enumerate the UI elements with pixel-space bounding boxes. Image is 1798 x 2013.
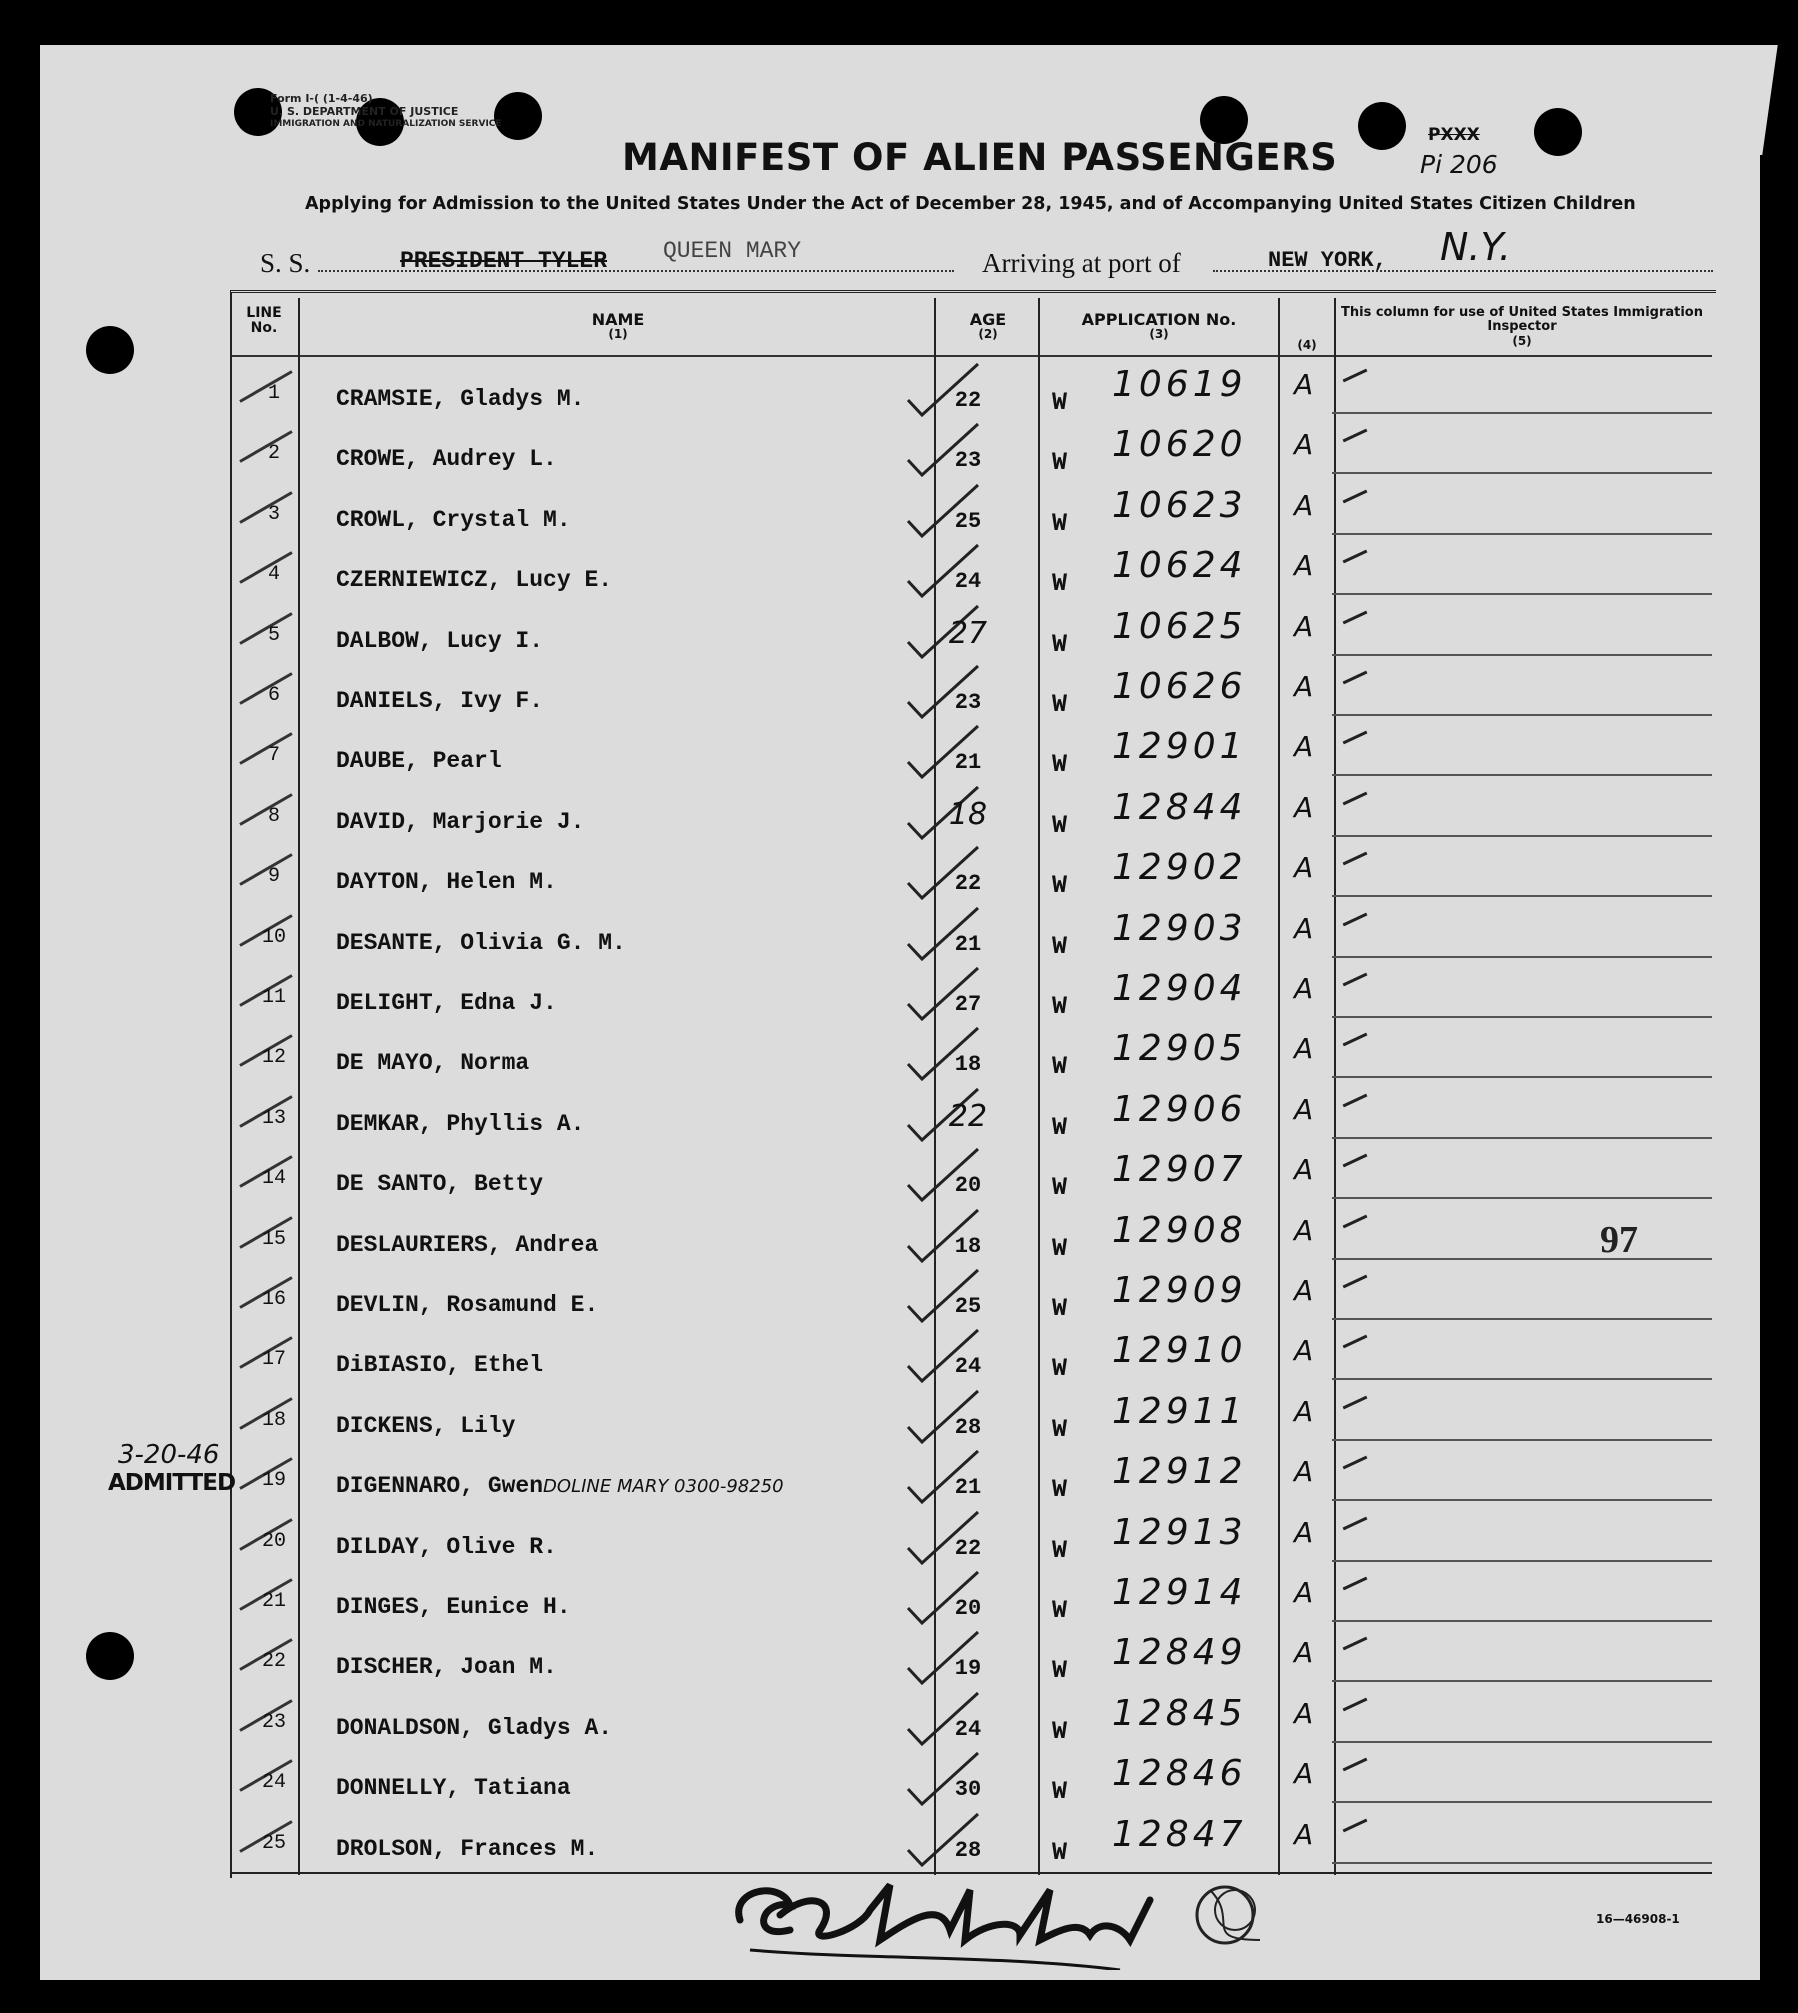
passenger-name: DEVLIN, Rosamund E.: [336, 1292, 599, 1318]
inspector-rule: [1332, 956, 1712, 958]
ship-name: QUEEN MARY: [663, 238, 802, 264]
passenger-age: 20: [954, 1596, 982, 1621]
inspector-tick: [1343, 610, 1368, 624]
passenger-name: DE SANTO, Betty: [336, 1171, 544, 1198]
table-row: [232, 662, 1712, 722]
line-number: 22: [261, 1650, 286, 1674]
column-4-mark: A: [1294, 1394, 1314, 1428]
column-4-mark: A: [1294, 368, 1314, 401]
inspector-tick: [1343, 1395, 1368, 1409]
table-row: [232, 1024, 1712, 1084]
passenger-name: DISCHER, Joan M.: [336, 1654, 557, 1681]
line-number: 20: [261, 1529, 286, 1553]
passenger-name: DEMKAR, Phyllis A.: [336, 1110, 585, 1137]
service-line: IMMIGRATION AND NATURALIZATION SERVICE: [270, 119, 502, 129]
line-number: 16: [261, 1288, 286, 1311]
passenger-age: 30: [954, 1777, 982, 1803]
table-row: [232, 964, 1712, 1024]
inspector-rule: [1332, 1862, 1712, 1864]
column-4-mark: A: [1294, 911, 1314, 945]
inspector-tick: [1343, 1758, 1368, 1772]
passenger-age: 19: [954, 1656, 982, 1682]
col-header-age-label: AGE: [969, 310, 1007, 329]
passenger-name: DONNELLY, Tatiana: [336, 1775, 571, 1802]
passenger-name: DESANTE, Olivia G. M.: [336, 929, 626, 956]
passenger-name-cell: [336, 1111, 584, 1137]
passenger-age: 23: [954, 448, 982, 474]
ship-struck-name: PRESIDENT TYLER: [400, 248, 608, 274]
passenger-age: 24: [954, 1354, 982, 1380]
punch-hole: [86, 326, 134, 374]
application-prefix: W: [1052, 569, 1068, 599]
column-4-mark: A: [1294, 1153, 1314, 1187]
inspector-tick: [1343, 550, 1368, 564]
application-number: 12912: [1112, 1451, 1247, 1493]
col-header-inspector: [1336, 306, 1708, 348]
line-number: 3: [267, 502, 280, 526]
inspector-rule: [1332, 1620, 1712, 1622]
passenger-name: DALBOW, Lucy I.: [336, 627, 544, 654]
passenger-age: 25: [954, 508, 982, 534]
passenger-age: 23: [954, 690, 982, 715]
application-number: 10625: [1112, 605, 1247, 647]
port-name: NEW YORK,: [1268, 248, 1387, 273]
passenger-age: 20: [954, 1173, 982, 1199]
application-prefix: W: [1052, 931, 1068, 961]
application-number: 10619: [1112, 364, 1247, 405]
application-number: 10620: [1112, 424, 1247, 466]
passenger-name-cell: [336, 1292, 598, 1318]
port-handwritten: N.Y.: [1440, 225, 1511, 269]
inspector-rule: [1332, 1076, 1712, 1078]
table-row: [232, 541, 1712, 601]
col-header-age: [940, 312, 1036, 342]
application-number: 12903: [1112, 907, 1247, 949]
passenger-name-cell: [336, 567, 612, 593]
application-prefix: W: [1052, 1535, 1068, 1565]
line-number: 10: [261, 925, 286, 949]
inspector-rule: [1332, 1439, 1712, 1441]
line-number: 17: [261, 1348, 286, 1372]
application-number: 12911: [1112, 1390, 1247, 1432]
application-number: 12904: [1112, 968, 1247, 1009]
column-4-mark: A: [1294, 1274, 1314, 1307]
application-prefix: W: [1052, 508, 1068, 538]
application-number: 12902: [1112, 847, 1247, 889]
application-prefix: W: [1052, 629, 1068, 659]
passenger-name: DELIGHT, Edna J.: [336, 990, 557, 1016]
passenger-age: 27: [954, 992, 982, 1017]
passenger-name: CRAMSIE, Gladys M.: [336, 386, 585, 412]
passenger-name: DAVID, Marjorie J.: [336, 808, 585, 835]
application-number: 12901: [1112, 726, 1247, 768]
inspector-rule: [1332, 1318, 1712, 1320]
passenger-name-cell: [336, 1534, 557, 1560]
port-dotted-line: [1213, 270, 1713, 272]
passenger-age: 28: [954, 1414, 982, 1440]
inspector-rule: [1332, 714, 1712, 716]
col-header-application: [1040, 312, 1278, 342]
application-number: 12908: [1112, 1209, 1247, 1251]
inspector-tick: [1343, 1335, 1368, 1349]
passenger-name-cell: [336, 930, 626, 956]
inspector-tick: [1343, 1214, 1368, 1228]
col-header-age-num: (2): [978, 327, 998, 341]
application-prefix: W: [1052, 871, 1068, 901]
line-number: 2: [267, 442, 280, 466]
inspector-rule: [1332, 1741, 1712, 1743]
line-number: 21: [261, 1590, 286, 1613]
line-number: 24: [261, 1771, 286, 1795]
application-prefix: W: [1052, 690, 1068, 719]
passenger-age: 22: [954, 1535, 982, 1561]
table-row: [232, 420, 1712, 480]
table-row: [232, 1689, 1712, 1749]
column-4-mark: A: [1294, 1515, 1314, 1549]
line-number: 9: [267, 865, 280, 889]
line-number: 5: [267, 623, 280, 647]
inspector-rule: [1332, 1197, 1712, 1199]
passenger-name-cell: [336, 628, 543, 654]
application-number: 12909: [1112, 1270, 1247, 1311]
table-row: [232, 1387, 1712, 1447]
line-number: 7: [267, 744, 280, 768]
application-prefix: W: [1052, 750, 1068, 780]
header-rule: [232, 355, 1712, 357]
column-4-mark: A: [1294, 670, 1314, 703]
passenger-name: DANIELS, Ivy F.: [336, 688, 544, 714]
column-4-mark: A: [1294, 1696, 1314, 1730]
passenger-age: 21: [954, 1475, 982, 1501]
column-4-mark: A: [1294, 790, 1314, 824]
passenger-name: DONALDSON, Gladys A.: [336, 1714, 613, 1741]
passenger-name: DROLSON, Frances M.: [336, 1835, 599, 1862]
inspector-rule: [1332, 835, 1712, 837]
column-4-mark: A: [1294, 1213, 1314, 1247]
application-prefix: W: [1052, 1414, 1068, 1444]
column-4-mark: A: [1294, 1817, 1314, 1851]
application-prefix: W: [1052, 1052, 1068, 1082]
column-4-mark: A: [1294, 851, 1314, 885]
application-number: 12905: [1112, 1028, 1247, 1070]
form-code: 16—46908-1: [1596, 1912, 1680, 1926]
table-row: [232, 602, 1712, 662]
inspector-tick: [1343, 1033, 1368, 1047]
table-row: [232, 843, 1712, 903]
application-number: 12914: [1112, 1572, 1247, 1613]
application-prefix: W: [1052, 1233, 1068, 1263]
table-row: [232, 1508, 1712, 1568]
col-header-inspector-num: (5): [1512, 334, 1532, 348]
passenger-age: 25: [954, 1294, 982, 1319]
passenger-age: 28: [954, 1837, 982, 1863]
column-4-mark: A: [1294, 972, 1314, 1005]
table-row: [232, 1206, 1712, 1266]
table-row: [232, 1628, 1712, 1688]
inspector-rule: [1332, 654, 1712, 656]
inspector-rule: [1332, 533, 1712, 535]
application-number: 12845: [1112, 1692, 1247, 1734]
application-number: 12844: [1112, 786, 1247, 828]
passenger-name-cell: [336, 1775, 571, 1801]
passenger-name: DAUBE, Pearl: [336, 748, 502, 775]
column-4-mark: A: [1294, 730, 1314, 764]
application-prefix: W: [1052, 1716, 1068, 1746]
inspector-tick: [1343, 429, 1368, 443]
inspector-tick: [1343, 852, 1368, 866]
col-header-name-num: (1): [608, 327, 628, 341]
inspector-rule: [1332, 1258, 1712, 1260]
passenger-name-cell: [336, 990, 557, 1016]
inspector-tick: [1343, 1697, 1368, 1711]
col-header-name-label: NAME: [591, 310, 645, 329]
inspector-tick: [1343, 1154, 1368, 1168]
application-number: 12907: [1112, 1149, 1247, 1191]
line-number: 8: [267, 804, 280, 828]
passenger-age: 18: [948, 796, 988, 832]
passenger-age: 24: [954, 1716, 982, 1742]
inspector-rule: [1332, 1499, 1712, 1501]
col-header-application-num: (3): [1149, 327, 1169, 341]
inspector-rule: [1332, 1016, 1712, 1018]
inspector-tick: [1343, 731, 1368, 745]
application-number: 12847: [1112, 1813, 1247, 1855]
passenger-name: DiBIASIO, Ethel: [336, 1352, 544, 1379]
inspector-rule: [1332, 1560, 1712, 1562]
passenger-name-extra: DOLINE MARY 0300-98250: [543, 1476, 784, 1498]
punch-hole: [86, 1632, 134, 1680]
table-row: [232, 1266, 1712, 1326]
table-row: [232, 481, 1712, 541]
passenger-name: CZERNIEWICZ, Lucy E.: [336, 567, 613, 594]
passenger-name-cell: [336, 1171, 543, 1197]
application-prefix: W: [1052, 448, 1068, 478]
page-number: 97: [1600, 1219, 1638, 1261]
application-prefix: W: [1052, 1294, 1068, 1323]
inspector-rule: [1332, 1801, 1712, 1803]
application-prefix: W: [1052, 1354, 1068, 1384]
inspector-rule: [1332, 593, 1712, 595]
application-prefix: W: [1052, 1112, 1068, 1142]
application-number: 12913: [1112, 1511, 1247, 1553]
col-header-name: [300, 312, 936, 342]
column-4-mark: A: [1294, 549, 1314, 583]
passenger-name-cell: [336, 748, 502, 774]
inspector-tick: [1343, 973, 1368, 987]
inspector-rule: [1332, 1378, 1712, 1380]
passenger-age: 27: [948, 615, 988, 651]
column-4-mark: A: [1294, 428, 1314, 462]
punch-hole: [1358, 102, 1406, 150]
passenger-name-cell: [336, 507, 571, 533]
table-row: [232, 1568, 1712, 1628]
passenger-age: 18: [954, 1233, 982, 1259]
inspector-rule: [1332, 1680, 1712, 1682]
inspector-tick: [1343, 1818, 1368, 1832]
line-number: 23: [261, 1710, 286, 1734]
column-4-mark: A: [1294, 1757, 1314, 1791]
line-number: 6: [267, 684, 280, 707]
application-prefix: W: [1052, 1837, 1068, 1867]
dept-line: U. S. DEPARTMENT OF JUSTICE: [270, 105, 459, 118]
col-header-inspector-label: This column for use of United States Immigration Inspector: [1341, 305, 1703, 334]
form-header: [270, 92, 502, 131]
passenger-name: DICKENS, Lily: [336, 1412, 516, 1439]
passenger-age: 22: [954, 871, 982, 897]
table-row: [232, 360, 1712, 420]
line-number: 11: [261, 986, 286, 1009]
passenger-name-cell: [336, 1473, 784, 1499]
inspector-tick: [1343, 671, 1368, 685]
application-number: 12846: [1112, 1753, 1247, 1795]
inspector-rule: [1332, 412, 1712, 414]
table-row: [232, 904, 1712, 964]
application-number: 10623: [1112, 484, 1247, 526]
line-number: 1: [267, 382, 280, 405]
inspector-rule: [1332, 472, 1712, 474]
line-number: 18: [261, 1408, 286, 1432]
inspector-tick: [1343, 912, 1368, 926]
form-id: Form I-( (1-4-46): [270, 92, 373, 105]
line-number: 25: [261, 1831, 286, 1855]
application-prefix: W: [1052, 1475, 1068, 1505]
inspector-rule: [1332, 774, 1712, 776]
passenger-name: DINGES, Eunice H.: [336, 1594, 571, 1620]
passenger-name: DIGENNARO, Gwen: [336, 1473, 544, 1500]
ship-dotted-line: [318, 270, 954, 272]
margin-date: 3-20-46: [118, 1440, 220, 1470]
inspector-tick: [1343, 1093, 1368, 1107]
corner-struck-mark: PXXX: [1428, 125, 1480, 145]
passenger-name-cell: [336, 1352, 543, 1378]
application-prefix: W: [1052, 1777, 1068, 1807]
column-4-mark: A: [1294, 488, 1314, 522]
passenger-age: 24: [954, 569, 982, 595]
table-row: [232, 1085, 1712, 1145]
line-number: 4: [267, 563, 280, 587]
line-number: 12: [261, 1046, 286, 1070]
application-number: 12906: [1112, 1088, 1247, 1130]
passenger-name: DE MAYO, Norma: [336, 1050, 530, 1077]
inspector-rule: [1332, 895, 1712, 897]
passenger-name-cell: [336, 446, 557, 472]
ship-label: S. S.: [260, 248, 311, 278]
table-row: [232, 1326, 1712, 1386]
col-header-4: (4): [1297, 338, 1317, 352]
application-number: 12849: [1112, 1632, 1247, 1674]
passenger-name-cell: [336, 1050, 529, 1076]
column-4-mark: A: [1294, 609, 1314, 643]
passenger-name-cell: [336, 1715, 612, 1741]
application-prefix: W: [1052, 992, 1068, 1021]
passenger-name: DESLAURIERS, Andrea: [336, 1231, 599, 1258]
column-4-mark: A: [1294, 1576, 1314, 1609]
column-4-mark: A: [1294, 1092, 1314, 1126]
passenger-name-cell: [336, 1836, 598, 1862]
inspector-tick: [1343, 489, 1368, 503]
inspector-rule: [1332, 1137, 1712, 1139]
inspector-tick: [1343, 1637, 1368, 1651]
inspector-tick: [1343, 1456, 1368, 1470]
table-row: [232, 722, 1712, 782]
passenger-name: DAYTON, Helen M.: [336, 869, 557, 896]
line-number: 13: [261, 1106, 286, 1130]
passenger-age: 18: [954, 1052, 982, 1078]
passenger-name-cell: [336, 386, 584, 412]
application-number: 12910: [1112, 1330, 1247, 1372]
punch-hole: [1534, 108, 1582, 156]
passenger-name-cell: [336, 1594, 571, 1620]
passenger-age: 21: [954, 750, 982, 776]
passenger-name-cell: [336, 1232, 598, 1258]
passenger-name: CROWE, Audrey L.: [336, 446, 557, 473]
passenger-name-cell: [336, 869, 557, 895]
application-number: 10626: [1112, 666, 1247, 707]
table-row: [232, 1749, 1712, 1809]
passenger-age: 21: [954, 931, 982, 957]
passenger-name-cell: [336, 809, 584, 835]
page-subtitle: Applying for Admission to the United States Under the Act of December 28, 1945, and of Accompanying United States Citizen Children: [305, 194, 1636, 214]
inspector-tick: [1343, 791, 1368, 805]
column-4-mark: A: [1294, 1334, 1314, 1368]
column-4-mark: A: [1294, 1455, 1314, 1489]
application-prefix: W: [1052, 1173, 1068, 1203]
line-number: 19: [261, 1469, 286, 1493]
passenger-name: DILDAY, Olive R.: [336, 1533, 557, 1560]
line-number: 14: [261, 1167, 286, 1191]
col-header-line: LINE No.: [246, 305, 282, 336]
inspector-tick: [1343, 1516, 1368, 1530]
passenger-name-cell: [336, 1413, 515, 1439]
table-row: [232, 783, 1712, 843]
table-row: [232, 1145, 1712, 1205]
passenger-age: 22: [948, 1098, 988, 1134]
port-label: Arriving at port of: [982, 248, 1181, 278]
line-number: 15: [261, 1227, 286, 1251]
inspector-tick: [1343, 1275, 1368, 1289]
passenger-age: 22: [954, 388, 982, 413]
passenger-name-cell: [336, 688, 543, 714]
column-4-mark: A: [1294, 1636, 1314, 1670]
application-prefix: W: [1052, 1596, 1068, 1625]
admitted-stamp: ADMITTED: [108, 1470, 236, 1496]
application-prefix: W: [1052, 388, 1068, 417]
application-prefix: W: [1052, 1656, 1068, 1686]
inspector-tick: [1343, 369, 1368, 383]
col-header-application-label: APPLICATION No.: [1081, 310, 1237, 329]
passenger-name-cell: [336, 1654, 557, 1680]
signature-drawing: [720, 1860, 1300, 1970]
application-number: 10624: [1112, 545, 1247, 587]
column-4-mark: A: [1294, 1032, 1314, 1066]
corner-handwritten-mark: Pi 206: [1420, 150, 1498, 179]
page-title: MANIFEST OF ALIEN PASSENGERS: [622, 136, 1338, 179]
inspector-tick: [1343, 1577, 1368, 1591]
passenger-name: CROWL, Crystal M.: [336, 506, 571, 533]
inspector-signature: [720, 1860, 1300, 1975]
table-row: [232, 1447, 1712, 1507]
application-prefix: W: [1052, 810, 1068, 840]
